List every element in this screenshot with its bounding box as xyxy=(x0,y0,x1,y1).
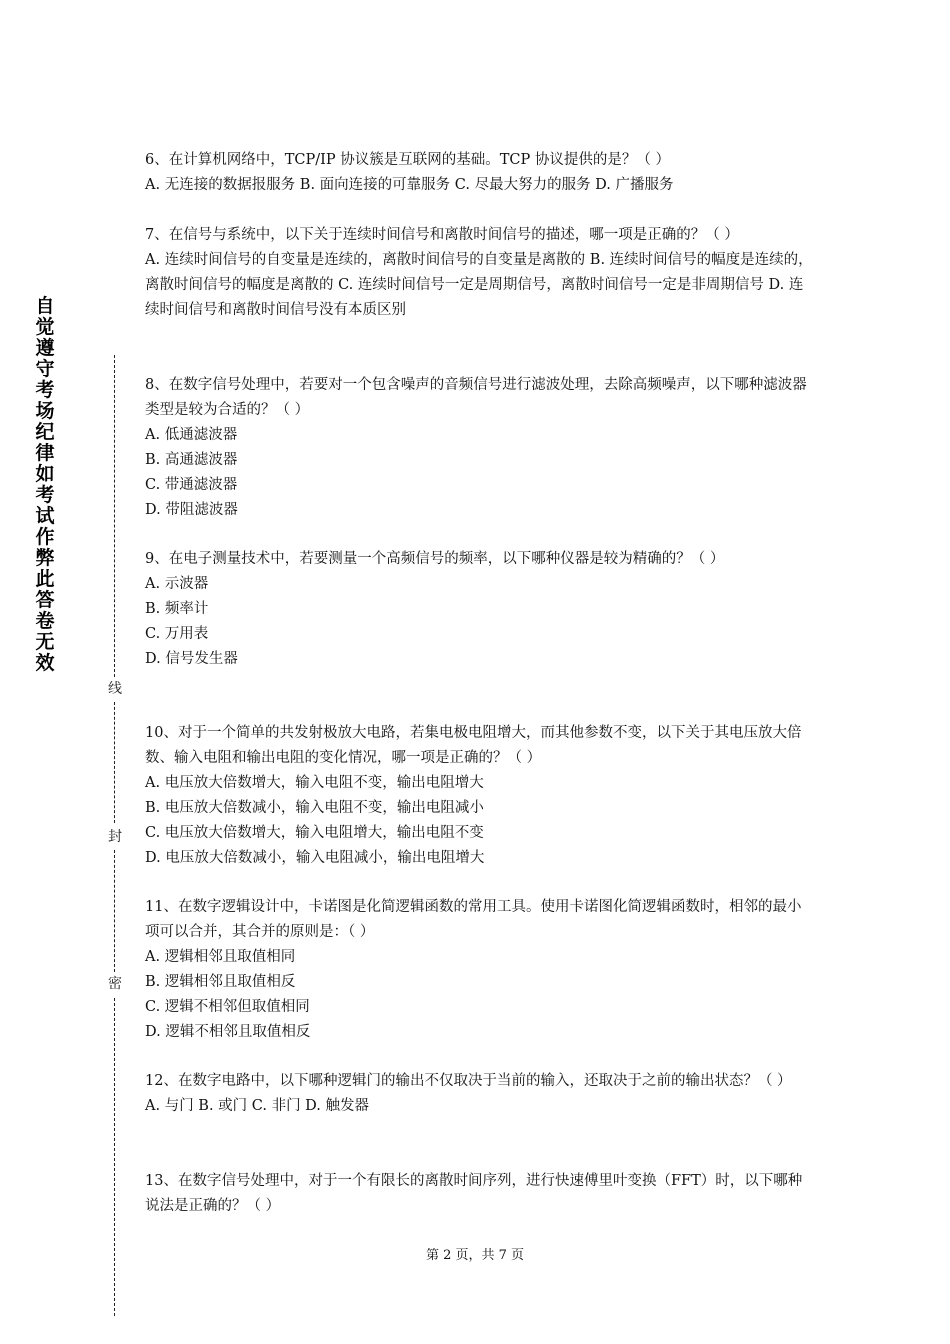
question-stem: 10、对于一个简单的共发射极放大电路，若集电极电阻增大，而其他参数不变，以下关于其电压放大倍数、输入电阻和输出电阻的变化情况，哪一项是正确的？（ ） xyxy=(145,725,802,766)
question-11 xyxy=(145,895,815,1045)
option-c: C. 带通滤波器 xyxy=(145,477,238,493)
binding-mark-line: 线 xyxy=(108,681,122,697)
question-options: A. 无连接的数据报服务 B. 面向连接的可靠服务 C. 尽最大努力的服务 D. 广播服务 xyxy=(145,177,674,193)
option-b: B. 高通滤波器 xyxy=(145,452,238,468)
question-stem: 8、在数字信号处理中，若要对一个包含噪声的音频信号进行滤波处理，去除高频噪声，以下哪种滤波器类型是较为合适的？（ ） xyxy=(145,377,807,418)
question-10 xyxy=(145,721,815,871)
question-stem: 7、在信号与系统中，以下关于连续时间信号和离散时间信号的描述，哪一项是正确的？（ ） xyxy=(145,227,739,243)
option-c: C. 电压放大倍数增大，输入电阻增大，输出电阻不变 xyxy=(145,825,484,841)
option-a: A. 低通滤波器 xyxy=(145,427,238,443)
binding-dashed-line xyxy=(114,355,115,677)
question-8 xyxy=(145,373,815,523)
question-options: A. 与门 B. 或门 C. 非门 D. 触发器 xyxy=(145,1098,370,1114)
option-a: A. 逻辑相邻且取值相同 xyxy=(145,949,296,965)
option-c: C. 逻辑不相邻但取值相同 xyxy=(145,999,310,1015)
binding-dashed-line xyxy=(114,850,115,972)
binding-dashed-line xyxy=(114,702,115,823)
question-9 xyxy=(145,547,815,672)
question-stem: 6、在计算机网络中，TCP/IP 协议簇是互联网的基础。TCP 协议提供的是？（ ） xyxy=(145,152,670,168)
option-b: B. 电压放大倍数减小，输入电阻不变，输出电阻减小 xyxy=(145,800,484,816)
binding-mark-seal: 封 xyxy=(108,829,122,845)
option-c: C. 万用表 xyxy=(145,626,209,642)
option-d: D. 逻辑不相邻且取值相反 xyxy=(145,1024,311,1040)
question-options: A. 连续时间信号的自变量是连续的，离散时间信号的自变量是离散的 B. 连续时间信号的幅度是连续的，离散时间信号的幅度是离散的 C. 连续时间信号一定是周期信号，离散时间信号一定是非周期信号 D. 连续时间信号和离散时间信号没有本质区别 xyxy=(145,252,813,318)
question-stem: 11、在数字逻辑设计中，卡诺图是化简逻辑函数的常用工具。使用卡诺图化简逻辑函数时，相邻的最小项可以合并，其合并的原则是：（ ） xyxy=(145,899,802,940)
binding-dashed-line xyxy=(114,998,115,1316)
option-d: D. 信号发生器 xyxy=(145,651,238,667)
question-stem: 13、在数字信号处理中，对于一个有限长的离散时间序列，进行快速傅里叶变换（FFT）时，以下哪种说法是正确的？（ ） xyxy=(145,1173,803,1214)
page-number: 第 2 页，共 7 页 xyxy=(425,1248,525,1263)
option-b: B. 频率计 xyxy=(145,601,209,617)
option-d: D. 带阻滤波器 xyxy=(145,502,238,518)
question-13 xyxy=(145,1169,815,1219)
option-a: A. 电压放大倍数增大，输入电阻不变，输出电阻增大 xyxy=(145,775,484,791)
question-6 xyxy=(145,148,815,198)
question-7 xyxy=(145,223,815,323)
exam-discipline-notice: 自觉遵守考场纪律如考试作弊此答卷无效 xyxy=(35,295,55,674)
option-b: B. 逻辑相邻且取值相反 xyxy=(145,974,296,990)
question-12 xyxy=(145,1069,815,1119)
question-stem: 9、在电子测量技术中，若要测量一个高频信号的频率，以下哪种仪器是较为精确的？（ ） xyxy=(145,551,725,567)
question-stem: 12、在数字电路中，以下哪种逻辑门的输出不仅取决于当前的输入，还取决于之前的输出状态？（ ） xyxy=(145,1073,792,1089)
option-d: D. 电压放大倍数减小，输入电阻减小，输出电阻增大 xyxy=(145,850,485,866)
binding-mark-secret: 密 xyxy=(108,976,122,992)
option-a: A. 示波器 xyxy=(145,576,209,592)
